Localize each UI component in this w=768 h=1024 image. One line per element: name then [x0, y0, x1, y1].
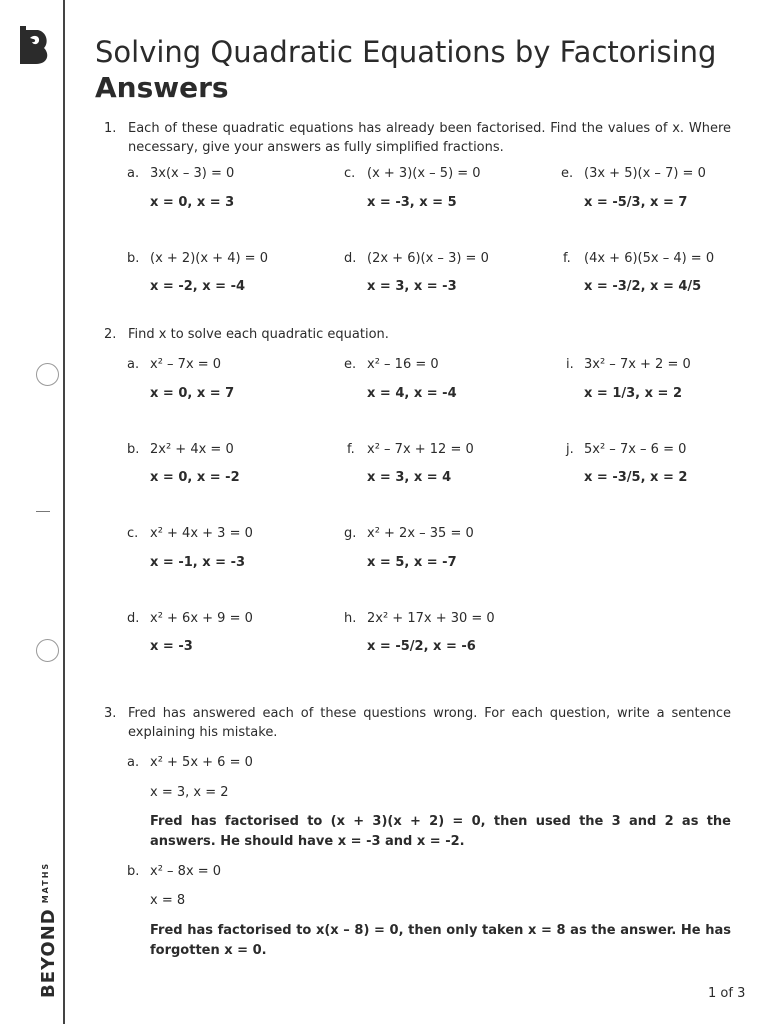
equation: x² – 8x = 0 [150, 864, 222, 879]
part-label: a. [127, 755, 140, 770]
part-label: i. [566, 357, 574, 372]
equation: (3x + 5)(x – 7) = 0 [584, 166, 706, 181]
equation: (4x + 6)(5x – 4) = 0 [584, 251, 715, 266]
part-label: j. [566, 442, 574, 457]
question-number: 2. [104, 327, 117, 342]
answer: x = 0, x = -2 [150, 470, 240, 485]
question-number: 3. [104, 706, 117, 721]
part-label: g. [344, 526, 357, 541]
answer: x = -3, x = 5 [367, 195, 457, 210]
part-label: e. [344, 357, 357, 372]
part-label: b. [127, 864, 140, 879]
equation: x² + 2x – 35 = 0 [367, 526, 474, 541]
answer: x = 1/3, x = 2 [584, 386, 683, 401]
explanation: Fred has factorised to x(x – 8) = 0, then only taken x = 8 as the answer. He has forgotten x = 0. [150, 923, 731, 958]
margin-line [63, 0, 65, 1024]
equation: 2x² + 17x + 30 = 0 [367, 611, 495, 626]
equation: (2x + 6)(x – 3) = 0 [367, 251, 489, 266]
equation: x² – 16 = 0 [367, 357, 439, 372]
part-label: f. [563, 251, 571, 266]
page-subtitle: Answers [95, 71, 229, 104]
part-label: c. [344, 166, 356, 181]
answer: x = 4, x = -4 [367, 386, 457, 401]
punch-hole [36, 363, 59, 386]
answer: x = -5/2, x = -6 [367, 639, 476, 654]
answer: x = -3 [150, 639, 193, 654]
question-number: 1. [104, 121, 117, 136]
part-label: c. [127, 526, 139, 541]
question-text: Each of these quadratic equations has already been factorised. Find the values of x. Where necessary, give your answers as fully simplified fractions. [128, 121, 731, 155]
equation: 5x² – 7x – 6 = 0 [584, 442, 687, 457]
part-label: f. [347, 442, 355, 457]
part-label: a. [127, 166, 140, 181]
answer: x = 3, x = -3 [367, 279, 457, 294]
equation: x² – 7x + 12 = 0 [367, 442, 474, 457]
equation: x² + 5x + 6 = 0 [150, 755, 253, 770]
fold-mark [36, 511, 50, 512]
beyond-logo-icon [16, 24, 50, 66]
page-number: 1 of 3 [708, 986, 746, 1001]
punch-hole [36, 639, 59, 662]
part-label: e. [561, 166, 574, 181]
question-text: Find x to solve each quadratic equation. [128, 327, 389, 342]
equation: 3x(x – 3) = 0 [150, 166, 235, 181]
answer: x = 0, x = 7 [150, 386, 235, 401]
equation: x² + 4x + 3 = 0 [150, 526, 253, 541]
equation: 2x² + 4x = 0 [150, 442, 234, 457]
answer: x = -2, x = -4 [150, 279, 246, 294]
answer: x = 0, x = 3 [150, 195, 235, 210]
answer: x = 3, x = 4 [367, 470, 452, 485]
equation: x² – 7x = 0 [150, 357, 222, 372]
part-label: d. [344, 251, 357, 266]
part-label: b. [127, 442, 140, 457]
part-label: b. [127, 251, 140, 266]
explanation: Fred has factorised to (x + 3)(x + 2) = 0, then used the 3 and 2 as the answers. He should have x = -3 and x = -2. [150, 814, 731, 849]
wrong-answer: x = 3, x = 2 [150, 785, 229, 800]
part-label: h. [344, 611, 357, 626]
wrong-answer: x = 8 [150, 893, 186, 908]
equation: (x + 2)(x + 4) = 0 [150, 251, 268, 266]
equation: (x + 3)(x – 5) = 0 [367, 166, 481, 181]
part-label: a. [127, 357, 140, 372]
brand-wordmark: $BEYOND^{MATHS}$ [38, 861, 59, 998]
equation: 3x² – 7x + 2 = 0 [584, 357, 691, 372]
equation: x² + 6x + 9 = 0 [150, 611, 253, 626]
part-label: d. [127, 611, 140, 626]
answer: x = -1, x = -3 [150, 555, 246, 570]
page-title: Solving Quadratic Equations by Factorising [95, 35, 717, 69]
answer: x = -3/2, x = 4/5 [584, 279, 702, 294]
answer: x = 5, x = -7 [367, 555, 457, 570]
answer: x = -5/3, x = 7 [584, 195, 688, 210]
answer: x = -3/5, x = 2 [584, 470, 688, 485]
question-text: Fred has answered each of these questions wrong. For each question, write a sentence explaining his mistake. [128, 706, 731, 740]
